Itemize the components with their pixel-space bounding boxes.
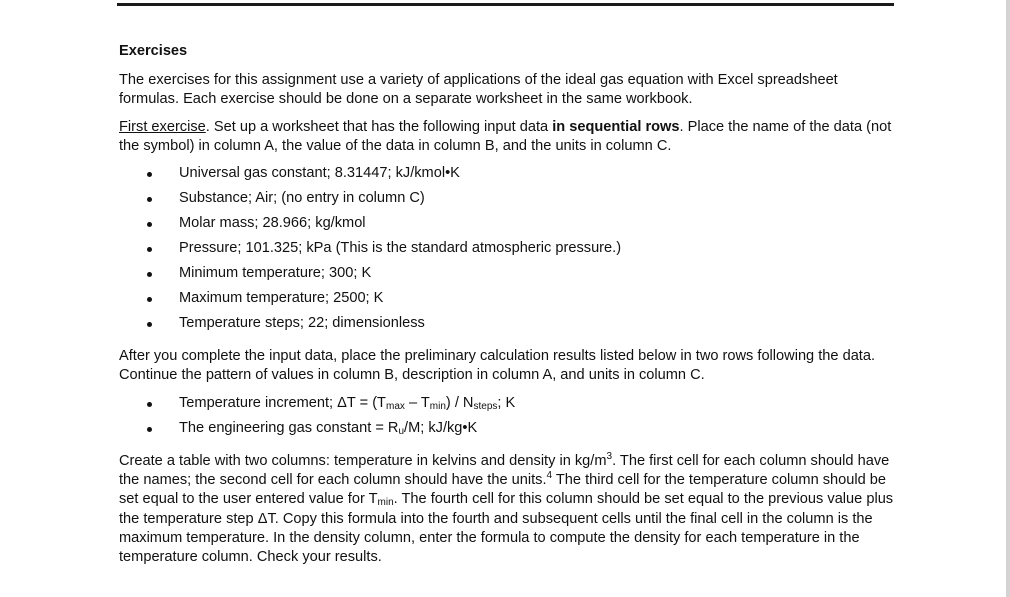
- bullet-icon: [147, 197, 152, 202]
- document-body: [119, 42, 899, 576]
- list-item: Pressure; 101.325; kPa (This is the standard atmospheric pressure.): [119, 239, 899, 264]
- calc-results-list: [119, 394, 899, 444]
- first-exercise-bold: in sequential rows: [552, 118, 680, 135]
- bullet-icon: [147, 402, 152, 407]
- bullet-icon: [147, 222, 152, 227]
- first-exercise-text-b: . Place the name of the data (not the symbol) in column A, the value of the data in column B, and the units in column C.: [119, 118, 892, 154]
- intro-paragraph: The exercises for this assignment use a variety of applications of the ideal gas equation with Excel spreadsheet formulas. Each exercise should be done on a separate worksheet in the same workbook.: [119, 72, 838, 108]
- page-edge: [1006, 0, 1010, 597]
- bullet-icon: [147, 247, 152, 252]
- list-item: Universal gas constant; 8.31447; kJ/kmol•K: [119, 164, 899, 189]
- list-item: Maximum temperature; 2500; K: [119, 289, 899, 314]
- top-rule: [117, 3, 894, 6]
- first-exercise-label: First exercise: [119, 118, 206, 135]
- bullet-icon: [147, 427, 152, 432]
- table-instructions-paragraph: Create a table with two columns: temperature in kelvins and density in $kg/m^3$. The first cell for each column should have the names; the second cell for each column should have the units.$^4$ The third cell for the temperature column should be set equal to the user entered value for $T_{min}$. The fourth cell for this column should be set equal to the previous value plus the temperature step ΔT. Copy this formula into the fourth and subsequent cells until the final cell in the column is the maximum temperature. In the density column, enter the formula to compute the density for each temperature in the temperature column. Check your results.: [119, 450, 894, 566]
- bullet-icon: [147, 172, 152, 177]
- bullet-icon: [147, 272, 152, 277]
- input-data-list: [119, 164, 899, 339]
- footnote-ref: 4: [546, 470, 553, 482]
- bullet-icon: [147, 297, 152, 302]
- list-item: Substance; Air; (no entry in column C): [119, 189, 899, 214]
- preliminary-calc-paragraph: After you complete the input data, place the preliminary calculation results listed below in two rows following the data. Continue the pattern of values in column B, description in column A, and units in column C.: [119, 348, 876, 384]
- bullet-icon: [147, 322, 152, 327]
- first-exercise-text-a: . Set up a worksheet that has the following input data: [205, 118, 553, 135]
- list-item: Temperature steps; 22; dimensionless: [119, 314, 899, 339]
- list-item: Temperature increment; $\Delta T = (T_{max} - T_{min}) / N_{steps}$; K: [119, 394, 899, 419]
- list-item: Molar mass; 28.966; kg/kmol: [119, 214, 899, 239]
- first-exercise-paragraph: [119, 118, 899, 157]
- list-item: The engineering gas constant = $R_u/M$; kJ/kg•K: [119, 419, 899, 444]
- list-item: Minimum temperature; 300; K: [119, 264, 899, 289]
- section-heading: Exercises: [119, 43, 188, 59]
